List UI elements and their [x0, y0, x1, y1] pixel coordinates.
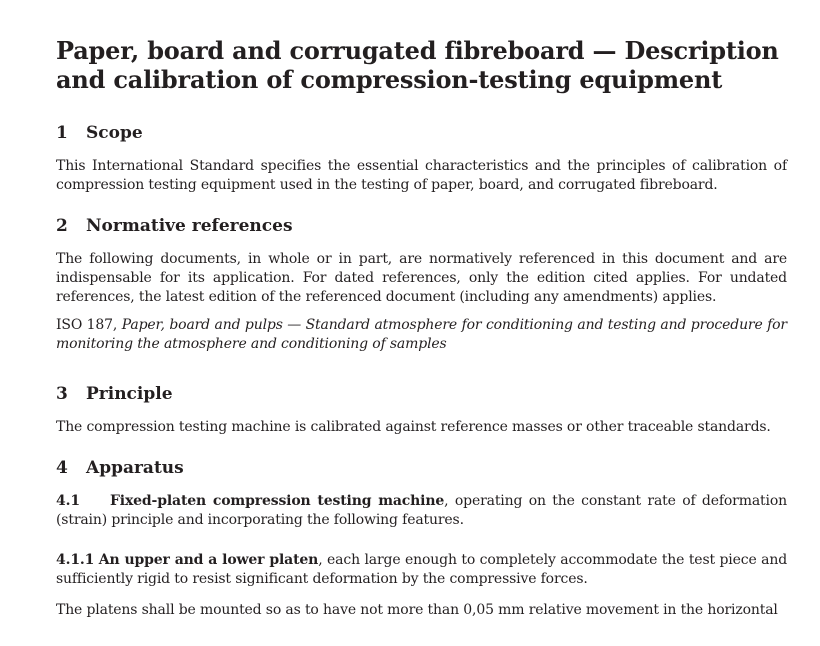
reference-id: ISO 187, [56, 317, 118, 333]
reference-entry [56, 316, 787, 354]
section-title: Scope [86, 123, 143, 143]
section-title: Apparatus [86, 458, 184, 478]
section-number: 2 [56, 216, 68, 236]
clause-title: Fixed-platen compression testing machine [110, 493, 445, 509]
platens-paragraph: The platens shall be mounted so as to have not more than 0,05 mm relative movement in the horizontal [56, 602, 778, 618]
section-heading-normative-references [56, 216, 787, 236]
clause-title: An upper and a lower platen [98, 552, 319, 568]
section-title: Principle [86, 384, 173, 404]
principle-paragraph: The compression testing machine is calibrated against reference masses or other traceable standards. [56, 419, 771, 435]
clause-4-1 [56, 492, 787, 530]
clause-4-1-1 [56, 551, 787, 589]
clause-number: 4.1 [56, 493, 80, 509]
clause-text: , each large enough to completely accommodate the test piece and sufficiently rigid to resist significant deformation by the compressive forces. [56, 552, 788, 587]
section-heading-apparatus [56, 458, 787, 478]
document-page [56, 36, 787, 620]
document-title: Paper, board and corrugated fibreboard — Description and calibration of compression-testing equipment [56, 36, 779, 94]
section-heading-scope [56, 123, 787, 143]
section-number: 4 [56, 458, 68, 478]
section-title: Normative references [86, 216, 293, 236]
section-number: 1 [56, 123, 68, 143]
normative-paragraph: The following documents, in whole or in part, are normatively referenced in this document and are indispensable for its application. For dated references, only the edition cited applies. For undated references, the latest edition of the referenced document (including any amendments) applies. [56, 251, 787, 305]
clause-number: 4.1.1 [56, 552, 95, 568]
reference-title: Paper, board and pulps — Standard atmosphere for conditioning and testing and procedure for monitoring the atmosphere and conditioning of samples [56, 317, 787, 352]
scope-paragraph: This International Standard specifies the essential characteristics and the principles of calibration of compression testing equipment used in the testing of paper, board, and corrugated fibreboard. [56, 158, 787, 193]
clause-text: , operating on the constant rate of deformation (strain) principle and incorporating the following features. [56, 493, 787, 528]
section-heading-principle [56, 384, 787, 404]
section-number: 3 [56, 384, 68, 404]
